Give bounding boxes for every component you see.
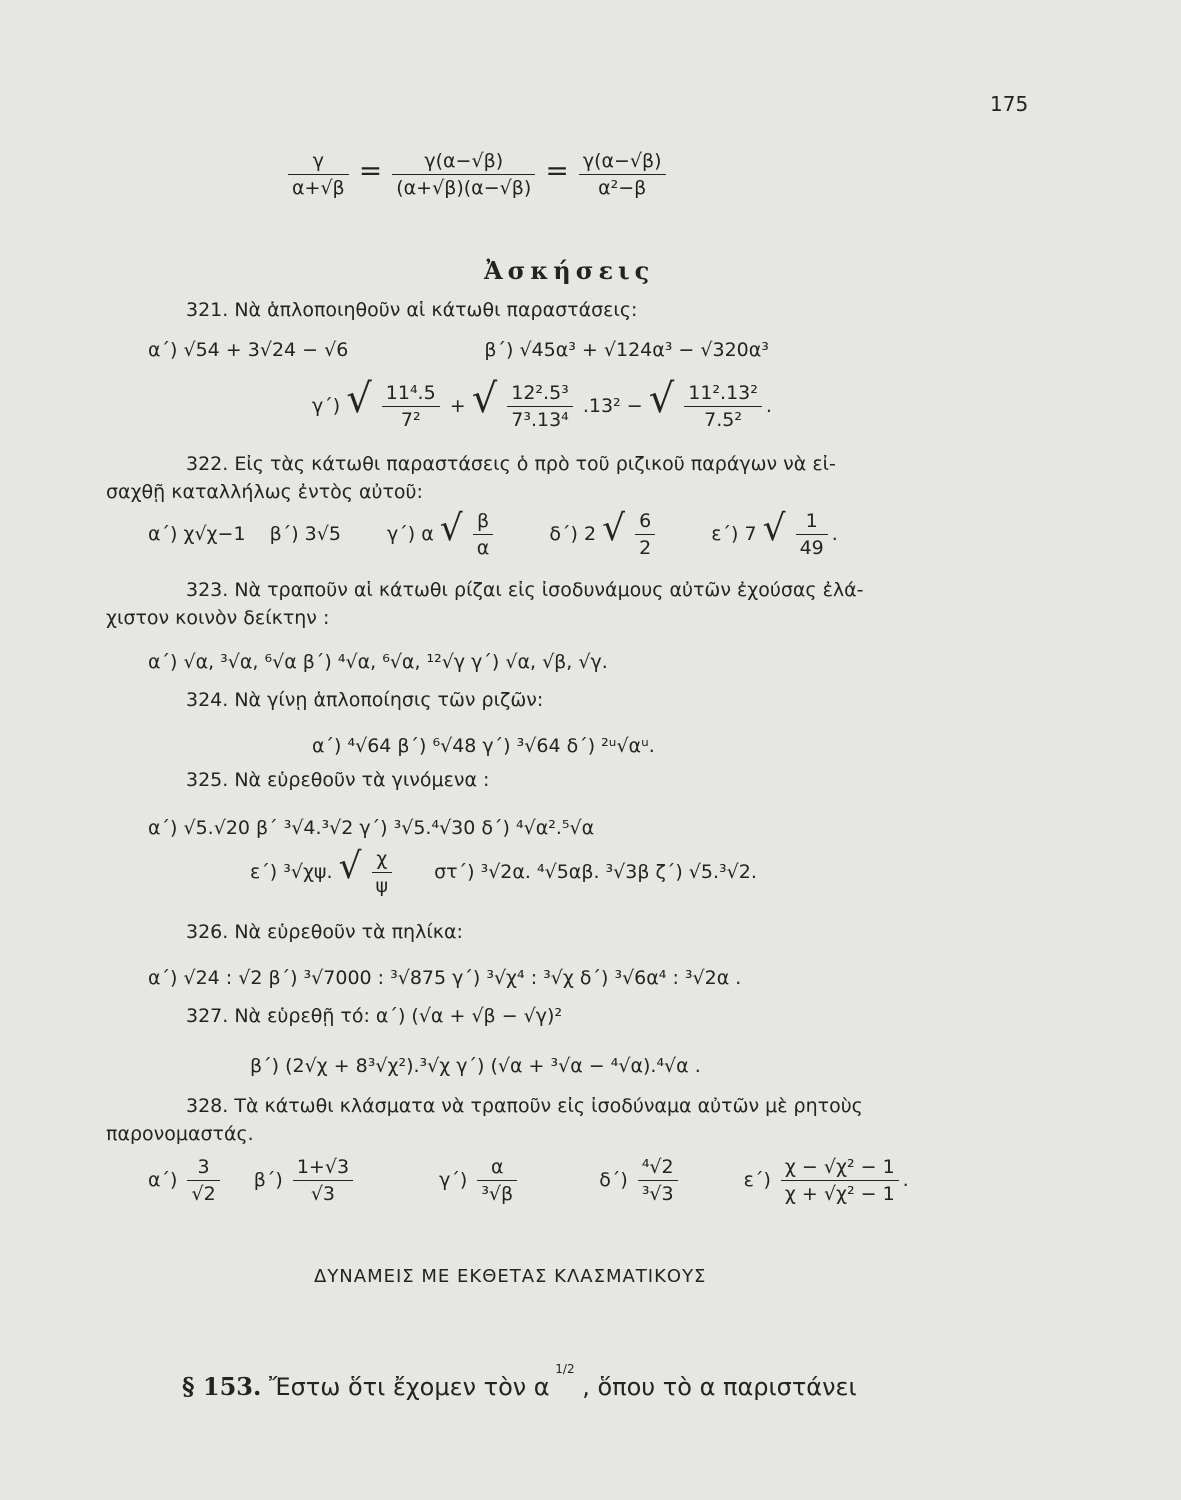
exercise-324-text: 324. Νὰ γίνῃ ἁπλοποίησις τῶν ριζῶν:	[186, 689, 544, 711]
rationalization-equation	[284, 150, 670, 199]
mid-numerator: γ(α−√β)	[424, 150, 504, 172]
exercise-321-items	[148, 338, 797, 362]
exercises-heading: Ἀσκήσεις	[484, 256, 655, 285]
minus-sign: −	[626, 395, 643, 417]
lhs-fraction	[288, 150, 349, 199]
exercise-328-a-den: √2	[187, 1180, 219, 1205]
exercise-322-b: β΄) 3√5	[269, 523, 341, 545]
exercise-328-b-num: 1+√3	[296, 1156, 350, 1178]
exercise-321-c-label: γ΄)	[312, 395, 341, 417]
radical-icon: √	[346, 376, 372, 422]
exercise-325-e-fraction	[372, 848, 393, 897]
exercise-322-a: α΄) χ√χ−1	[148, 523, 246, 545]
exercise-322-c-num: β	[476, 510, 490, 532]
exercise-321-c2-den: 7³.13⁴	[507, 406, 573, 431]
exercise-321-c2-num: 12².5³	[511, 382, 569, 404]
radical-icon: √	[602, 508, 626, 549]
exercise-325-line-2	[250, 846, 757, 897]
rhs-numerator: γ(α−√β)	[582, 150, 662, 172]
radical-icon: √	[762, 508, 786, 549]
equals-sign: =	[358, 154, 383, 187]
exercise-322-c-label: γ΄) α	[387, 523, 434, 545]
exercise-328-e-num: χ − √χ² − 1	[784, 1156, 895, 1178]
exercise-324-line: α΄) ⁴√64 β΄) ⁶√48 γ΄) ³√64 δ΄) ²ᵘ√αᵘ.	[312, 735, 655, 757]
exercise-328-a	[187, 1156, 219, 1205]
paragraph-153	[182, 1362, 857, 1401]
exercise-322-c	[473, 510, 494, 559]
radical-icon: √	[648, 376, 675, 422]
exercise-321-a: α΄) √54 + 3√24 − √6	[148, 339, 349, 361]
section-title: ΔΥΝΑΜΕΙΣ ΜΕ ΕΚΘΕΤΑΣ ΚΛΑΣΜΑΤΙΚΟΥΣ	[314, 1266, 707, 1287]
exercise-321-c1	[382, 382, 440, 431]
exercise-328-b-den: √3	[293, 1180, 353, 1205]
exercise-322-e	[796, 510, 828, 559]
exercise-322-d-den: 2	[635, 534, 655, 559]
exercise-321-c1-den: 7²	[382, 406, 440, 431]
exercise-322-e-num: 1	[805, 510, 818, 532]
exercise-322-text-2: σαχθῇ καταλλήλως ἐντὸς αὐτοῦ:	[106, 481, 423, 503]
exercise-328-d	[638, 1156, 678, 1205]
exercise-328-a-label: α΄)	[148, 1169, 178, 1191]
exercise-327-line: β΄) (2√χ + 8³√χ²).³√χ γ΄) (√α + ³√α − ⁴√α).⁴√α .	[250, 1055, 701, 1077]
exercise-322-items: α΄) χ√χ−1 β΄) 3√5 γ΄) α √ $\frac{\beta}{\alpha}$ δ΄) 2 √ $\frac{6}{2}$ ε΄) 7 √ $\frac{1}{49}$ .	[148, 508, 838, 559]
exercise-322-e-den: 49	[796, 534, 828, 559]
exercise-328-b-label: β΄)	[253, 1169, 283, 1191]
exercise-328-c-label: γ΄)	[439, 1169, 468, 1191]
paragraph-exponent: 1/2	[555, 1362, 575, 1376]
exercise-325-line-1: α΄) √5.√20 β΄ ³√4.³√2 γ΄) ³√5.⁴√30 δ΄) ⁴√α².⁵√α	[148, 817, 595, 839]
lhs-denominator: α+√β	[288, 174, 349, 199]
equals-sign: =	[545, 154, 569, 187]
exercise-325-e-label: ε΄) ³√χψ.	[250, 861, 333, 883]
exercise-322-d-num: 6	[639, 510, 652, 532]
exercise-326-text: 326. Νὰ εὑρεθοῦν τὰ πηλίκα:	[186, 921, 463, 943]
exercise-323-text-1: 323. Νὰ τραποῦν αἱ κάτωθι ρίζαι εἰς ἰσοδυνάμους αὐτῶν ἐχούσας ἐλά-	[186, 579, 864, 601]
paragraph-marker: § 153.	[182, 1372, 262, 1401]
exercise-328-e	[781, 1156, 899, 1205]
exercise-326-line: α΄) √24 : √2 β΄) ³√7000 : ³√875 γ΄) ³√χ⁴ : ³√χ δ΄) ³√6α⁴ : ³√2α .	[148, 967, 742, 989]
exercise-321-c3-den: 7.5²	[684, 406, 762, 431]
exercise-321-c2-tail: .13²	[582, 395, 621, 417]
mid-denominator: (α+√β)(α−√β)	[392, 174, 535, 199]
exercise-328-text-1: 328. Τὰ κάτωθι κλάσματα νὰ τραποῦν εἰς ἰσοδύναμα αὐτῶν μὲ ρητοὺς	[186, 1095, 863, 1117]
exercise-328-b	[293, 1156, 353, 1205]
exercise-328-d-label: δ΄)	[599, 1169, 628, 1191]
exercise-323-line: α΄) √α, ³√α, ⁶√α β΄) ⁴√α, ⁶√α, ¹²√γ γ΄) √α, √β, √γ.	[148, 651, 608, 673]
exercise-328-e-label: ε΄)	[743, 1169, 771, 1191]
exercise-328-text-2: παρονομαστάς.	[106, 1123, 254, 1145]
exercise-328-d-num: ⁴√2	[641, 1156, 674, 1178]
exercise-322-d	[635, 510, 655, 559]
rhs-fraction	[579, 150, 666, 199]
exercise-322-text-1: 322. Εἰς τὰς κάτωθι παραστάσεις ὁ πρὸ τοῦ ριζικοῦ παράγων νὰ εἰ-	[186, 453, 836, 475]
exercise-321-c1-num: 11⁴.5	[385, 382, 436, 404]
exercise-323-text-2: χιστον κοινὸν δείκτην :	[106, 607, 330, 629]
exercise-321-b: β΄) √45α³ + √124α³ − √320α³	[484, 339, 769, 361]
page-number: 175	[990, 92, 1029, 116]
exercise-328-e-den: χ + √χ² − 1	[781, 1180, 899, 1205]
lhs-numerator: γ	[312, 150, 324, 172]
exercise-328-c	[477, 1156, 517, 1205]
exercise-325-e-num: χ	[376, 848, 388, 870]
radical-icon: √	[439, 508, 463, 549]
radical-icon: √	[338, 846, 362, 887]
exercise-321-c3	[684, 382, 762, 431]
plus-sign: +	[449, 395, 466, 417]
exercise-328-c-num: α	[490, 1156, 504, 1178]
exercise-325-rest: στ΄) ³√2α. ⁴√5αβ. ³√3β ζ΄) √5.³√2.	[434, 861, 757, 883]
exercise-325-e-den: ψ	[372, 872, 393, 897]
exercise-321-c3-num: 11².13²	[688, 382, 758, 404]
exercise-322-e-label: ε΄) 7	[711, 523, 757, 545]
exercise-321-c: γ΄) √ $\frac{\text{11⁴.5}}{\text{7²}}$ + √ $\frac{\text{12².5³}}{\text{7³.13⁴}}$ .13² − √ $\frac{\text{11².13²}}{\text{7.5²}}$ .	[312, 376, 772, 431]
exercise-327-text: 327. Νὰ εὑρεθῇ τό: α΄) (√α + √β − √γ)²	[186, 1005, 563, 1027]
exercise-328-items: α΄) $\frac{3}{√2}$ β΄) $\frac{1+√3}{√3}$ γ΄) $\frac{\alpha}{\text{³√β}}$ δ΄) $\frac{\text{⁴√2}}{\text{³√3}}$ ε΄) $\frac{\text{χ − √χ² − 1}}{\text{χ + √χ² − 1}}$ .	[148, 1156, 909, 1205]
exercise-328-d-den: ³√3	[638, 1180, 678, 1205]
exercise-322-d-label: δ΄) 2	[549, 523, 597, 545]
paragraph-text-before: Ἔστω ὅτι ἔχομεν τὸν α	[269, 1373, 550, 1401]
radical-icon: √	[471, 376, 498, 422]
exercise-322-c-den: α	[473, 534, 494, 559]
paragraph-text-after: , ὅπου τὸ α παριστάνει	[582, 1373, 857, 1401]
exercise-328-c-den: ³√β	[477, 1180, 517, 1205]
exercise-321-c2	[507, 382, 573, 431]
exercise-321-text: 321. Νὰ ἁπλοποιηθοῦν αἱ κάτωθι παραστάσεις:	[186, 299, 638, 321]
exercise-328-a-num: 3	[197, 1156, 210, 1178]
mid-fraction	[392, 150, 535, 199]
rhs-denominator: α²−β	[579, 174, 666, 199]
exercise-325-text: 325. Νὰ εὑρεθοῦν τὰ γινόμενα :	[186, 769, 490, 791]
